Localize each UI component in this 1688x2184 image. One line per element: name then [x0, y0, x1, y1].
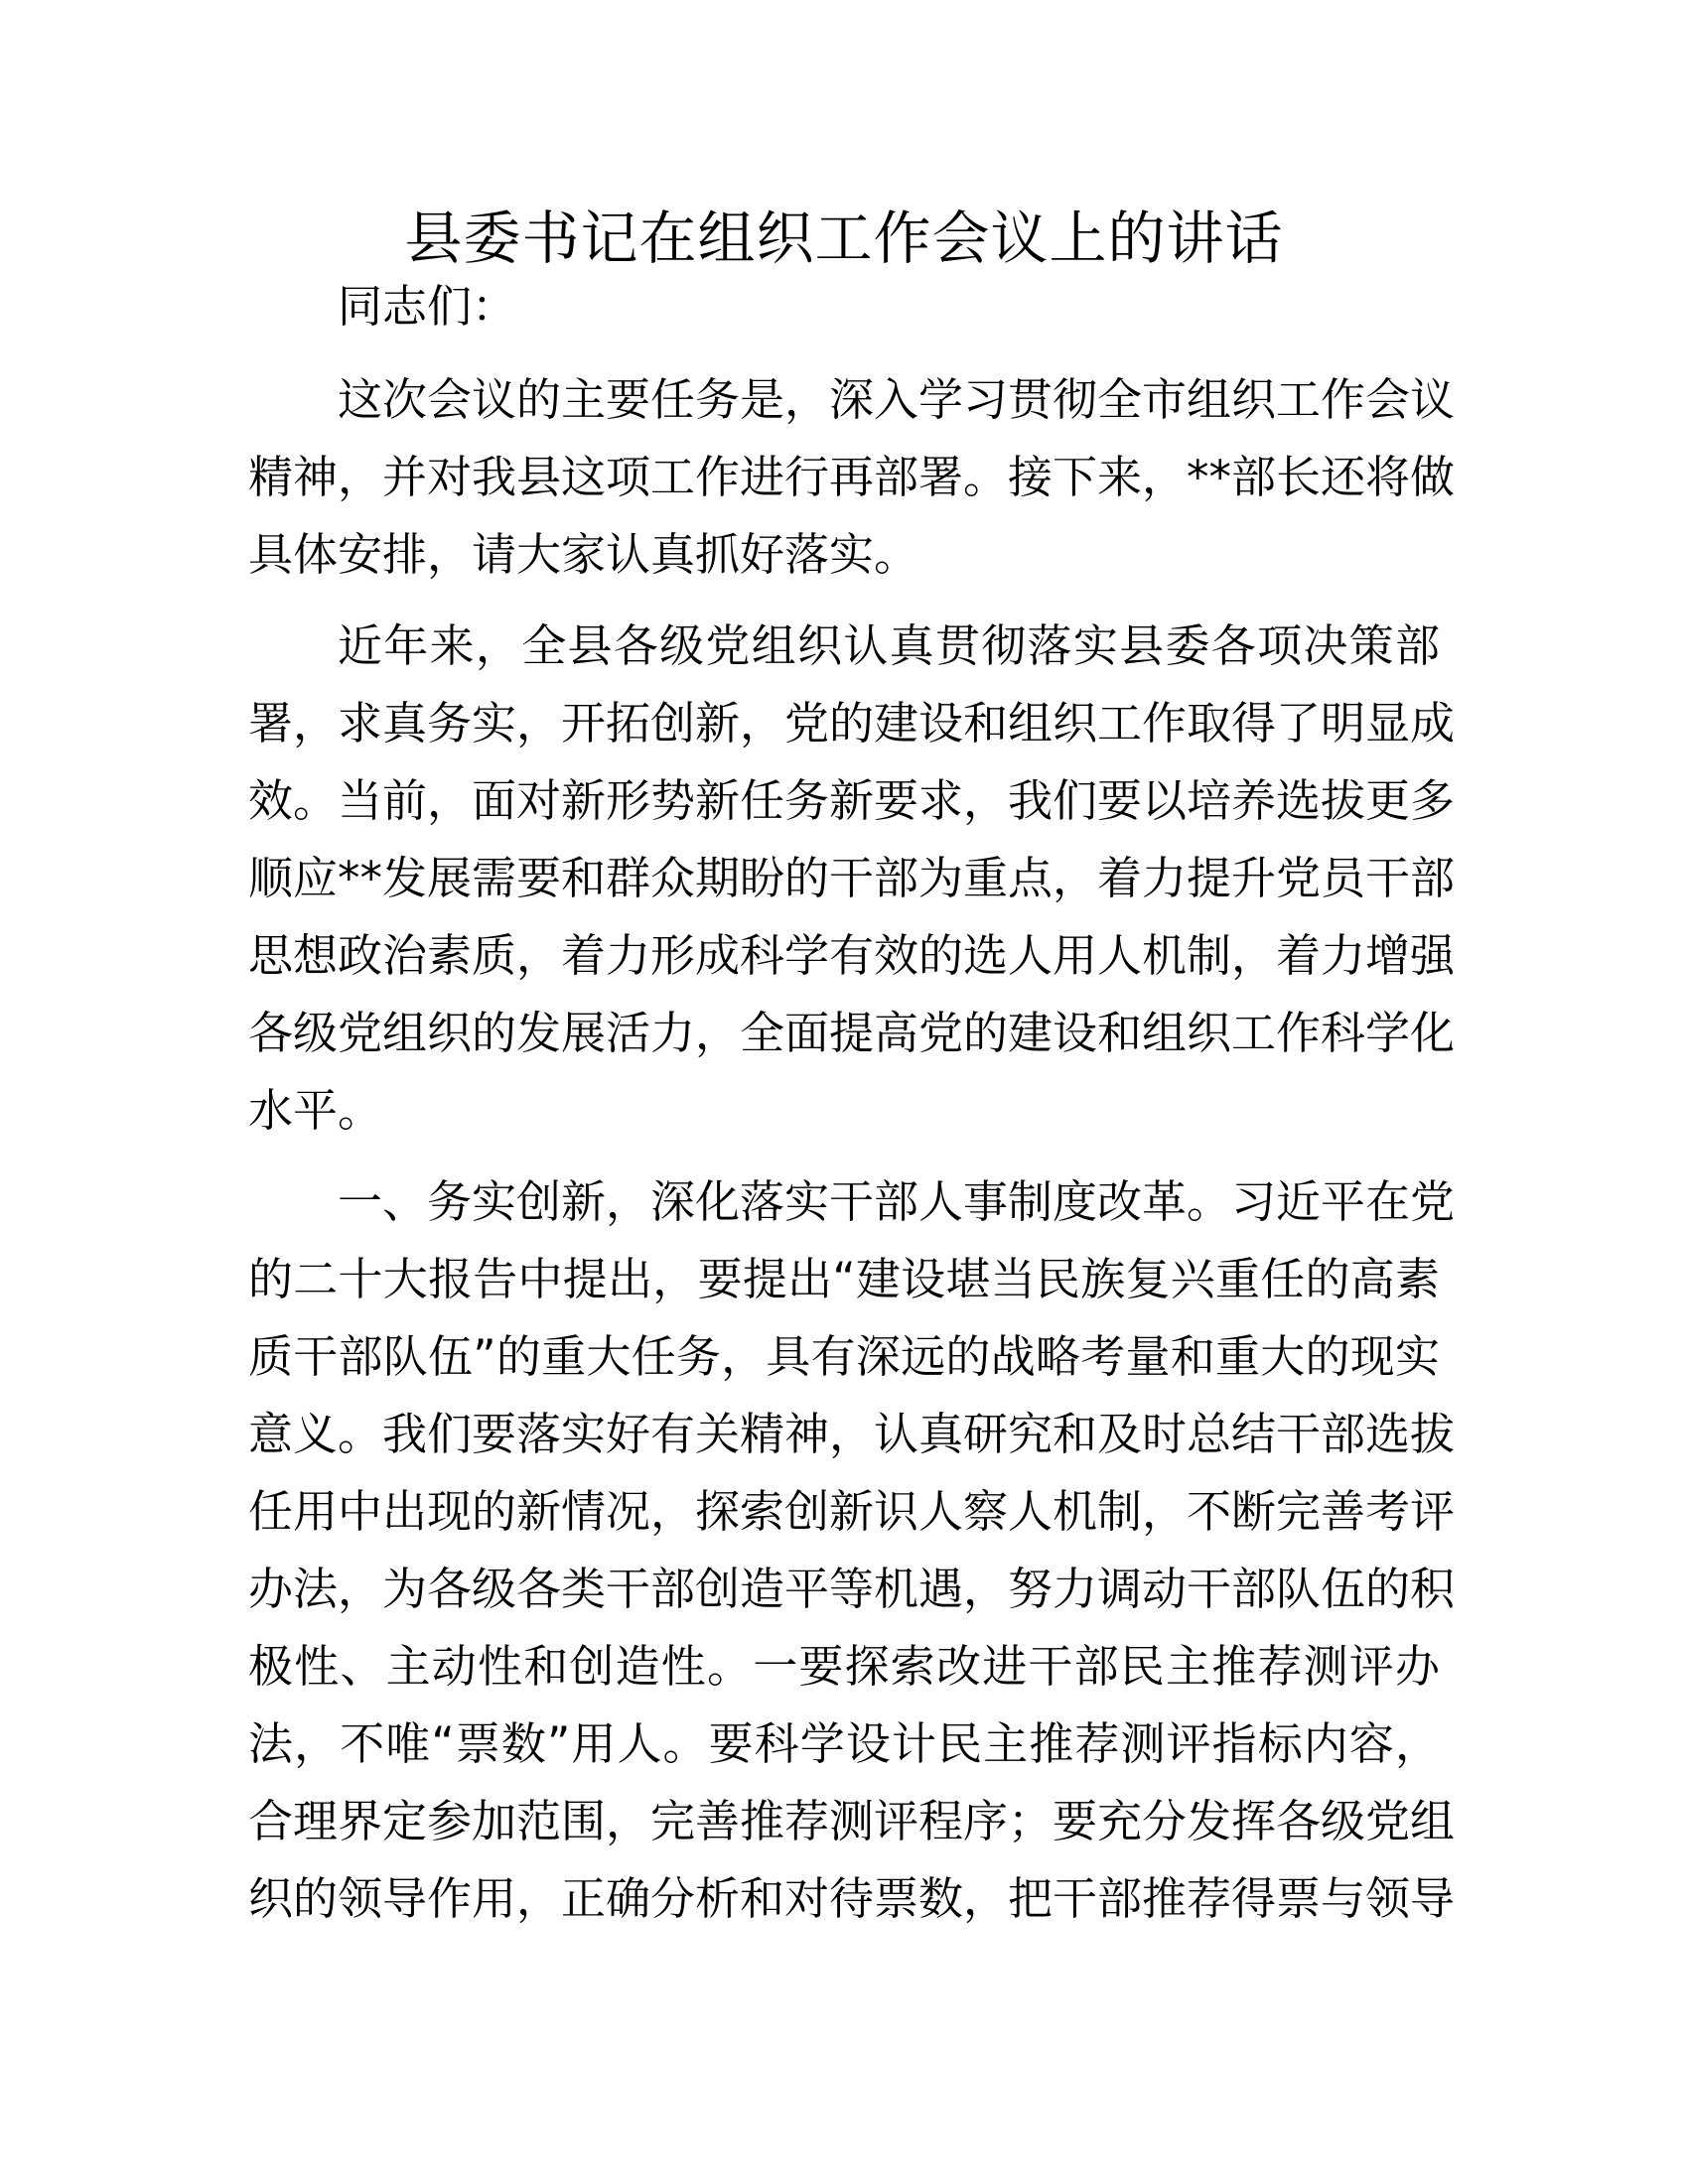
paragraph-line: 这次会议的主要任务是，深入学习贯彻全市组织工作会议	[338, 373, 1456, 426]
paragraph-line: 各级党组织的发展活力，全面提高党的建设和组织工作科学化	[248, 1007, 1456, 1059]
document-body	[248, 268, 1456, 1938]
paragraph-spacer	[248, 1150, 1440, 1163]
document-title: 县委书记在组织工作会议上的讲话	[404, 205, 1284, 272]
paragraph-spacer	[248, 594, 1440, 608]
paragraph-line: 极性、主动性和创造性。一要探索改进干部民主推荐测评办	[248, 1640, 1440, 1693]
paragraph-line: 顺应**发展需要和群众期盼的干部为重点，着力提升党员干部	[248, 852, 1456, 904]
paragraph-line: 的二十大报告中提出，要提出“建设堪当民族复兴重任的高素	[248, 1253, 1440, 1305]
paragraph-3	[248, 1163, 1456, 1938]
paragraph-1	[248, 361, 1456, 594]
paragraph-line: 织的领导作用，正确分析和对待票数，把干部推荐得票与领导	[248, 1872, 1456, 1925]
paragraph-line: 质干部队伍”的重大任务，具有深远的战略考量和重大的现实	[248, 1330, 1440, 1383]
paragraph-line: 意义。我们要落实好有关精神，认真研究和及时总结干部选拔	[248, 1408, 1456, 1460]
greeting: 同志们：	[338, 280, 517, 333]
paragraph-line: 具体安排，请大家认真抓好落实。	[248, 528, 919, 581]
paragraph-line: 一、务实创新，深化落实干部人事制度改革。习近平在党	[338, 1175, 1456, 1228]
paragraph-line: 任用中出现的新情况，探索创新识人察人机制，不断完善考评	[248, 1485, 1456, 1538]
paragraph-line: 精神，并对我县这项工作进行再部署。接下来，**部长还将做	[248, 451, 1456, 503]
paragraph-line: 思想政治素质，着力形成科学有效的选人用人机制，着力增强	[248, 929, 1456, 982]
paragraph-line: 水平。	[248, 1084, 383, 1137]
paragraph-line: 近年来，全县各级党组织认真贯彻落实县委各项决策部	[338, 619, 1440, 672]
paragraph-2	[248, 608, 1456, 1150]
paragraph-line: 法，不唯“票数”用人。要科学设计民主推荐测评指标内容，	[248, 1717, 1440, 1770]
paragraph-line: 合理界定参加范围，完善推荐测评程序；要充分发挥各级党组	[248, 1795, 1456, 1847]
paragraph-line: 办法，为各级各类干部创造平等机遇，努力调动干部队伍的积	[248, 1563, 1456, 1615]
paragraph-line: 效。当前，面对新形势新任务新要求，我们要以培养选拔更多	[248, 774, 1456, 827]
paragraph-line: 署，求真务实，开拓创新，党的建设和组织工作取得了明显成	[248, 697, 1456, 750]
